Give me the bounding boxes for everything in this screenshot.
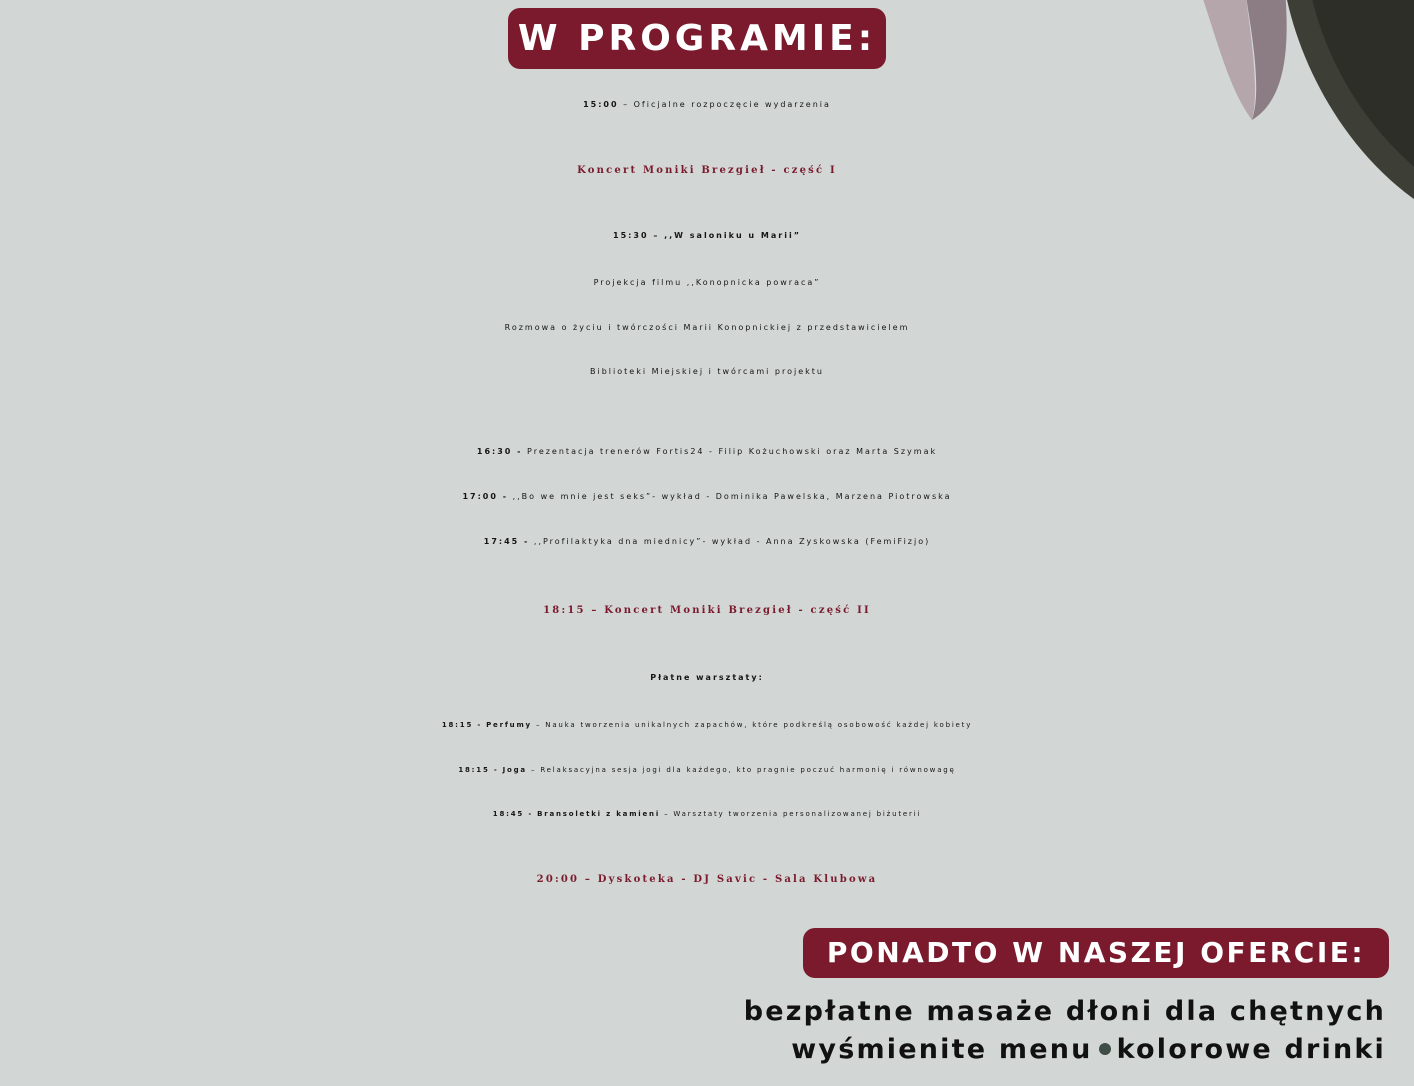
item-text: ,,Profilaktyka dna miednicy”- wykład - Anna Zyskowska (FemiFizjo) bbox=[533, 537, 931, 546]
workshop-item-joga bbox=[0, 755, 1414, 785]
concert-part-2: 18:15 – Koncert Moniki Brezgieł - część II bbox=[543, 605, 871, 616]
item-text: Prezentacja trenerów Fortis24 - Filip Kożuchowski oraz Marta Szymak bbox=[527, 447, 938, 456]
item-time: 16:30 - bbox=[476, 447, 523, 456]
program-heading-badge: W PROGRAMIE: bbox=[508, 8, 886, 69]
workshops-heading: Płatne warsztaty: bbox=[650, 673, 764, 682]
program-item-1530-line-2: Rozmowa o życiu i twórczości Marii Konopnickiej z przedstawicielem bbox=[504, 323, 910, 332]
program-item-1530-line-1: Projekcja filmu ,,Konopnicka powraca” bbox=[593, 278, 821, 287]
bullet-dot-icon bbox=[1099, 1043, 1111, 1055]
workshop-time: 18:15 - bbox=[458, 766, 499, 774]
program-item-1530-title bbox=[0, 221, 1414, 251]
workshop-desc: – Relaksacyjna sesja jogi dla każdego, kto pragnie poczuć harmonię i równowagę bbox=[531, 766, 956, 774]
offer-line-1: bezpłatne masaże dłoni dla chętnych bbox=[743, 996, 1386, 1027]
concert-part-1: Koncert Moniki Brezgieł - część I bbox=[577, 165, 837, 176]
item-time: 17:45 - bbox=[483, 537, 530, 546]
workshop-time: 18:45 - bbox=[492, 810, 534, 818]
program-item-1630 bbox=[0, 437, 1414, 467]
offer-menu: wyśmienite menu bbox=[791, 1034, 1093, 1065]
item-text: – Oficjalne rozpoczęcie wydarzenia bbox=[623, 100, 831, 109]
workshop-desc: – Nauka tworzenia unikalnych zapachów, które podkreślą osobowość każdej kobiety bbox=[535, 721, 973, 729]
offer-drinks: kolorowe drinki bbox=[1116, 1034, 1386, 1065]
workshop-name: Joga bbox=[502, 766, 527, 774]
program-item-1700 bbox=[0, 482, 1414, 512]
workshop-name: Bransoletki z kamieni bbox=[537, 810, 661, 818]
item-time: 15:30 bbox=[613, 231, 649, 240]
workshop-name: Perfumy bbox=[486, 721, 532, 729]
item-time: 17:00 - bbox=[462, 492, 509, 501]
item-title: – ,,W saloniku u Marii” bbox=[653, 231, 801, 240]
item-time: 15:00 bbox=[583, 100, 619, 109]
workshop-desc: – Warsztaty tworzenia personalizowanej biżuterii bbox=[664, 810, 922, 818]
workshop-item-perfumy bbox=[0, 710, 1414, 740]
disco-item: 20:00 – Dyskoteka - DJ Savic - Sala Klubowa bbox=[536, 874, 878, 885]
offer-line-2 bbox=[791, 1033, 1386, 1067]
workshop-item-bransoletki bbox=[0, 799, 1414, 829]
offer-heading-badge: PONADTO W NASZEJ OFERCIE: bbox=[803, 928, 1389, 978]
program-item-1745 bbox=[0, 527, 1414, 557]
program-item-1530-line-3: Biblioteki Miejskiej i twórcami projektu bbox=[590, 367, 824, 376]
item-text: ,,Bo we mnie jest seks”- wykład - Dominika Pawelska, Marzena Piotrowska bbox=[512, 492, 952, 501]
workshop-time: 18:15 - bbox=[441, 721, 483, 729]
program-item-1500 bbox=[0, 90, 1414, 120]
